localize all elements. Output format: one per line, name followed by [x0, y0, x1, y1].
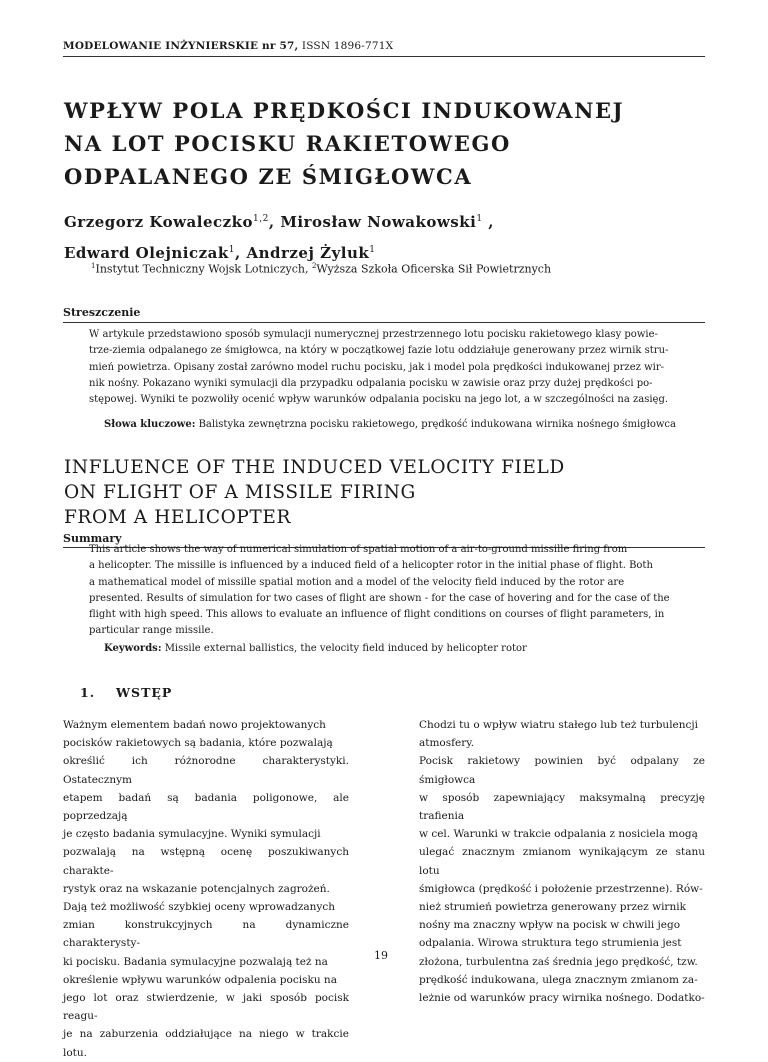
title-en-line: INFLUENCE OF THE INDUCED VELOCITY FIELD	[64, 457, 565, 478]
body-line: określenie wpływu warunków odpalenia pocisku na	[63, 973, 337, 986]
section-number: 1.	[80, 685, 96, 700]
author-affiliation-mark: 1,2	[253, 214, 269, 224]
body-line: rystyk oraz na wskazanie potencjalnych zagrożeń.	[63, 882, 330, 895]
authors	[64, 205, 704, 267]
affiliation-text: Wyższa Szkoła Oficerska Sił Powietrznych	[316, 262, 552, 276]
abstract-pl-rule	[63, 322, 705, 323]
title-en-line: ON FLIGHT OF A MISSILE FIRING	[64, 482, 416, 503]
title-pl-line: WPŁYW POLA PRĘDKOŚCI INDUKOWANEJ	[64, 98, 625, 123]
body-line: odpalania. Wirowa struktura tego strumienia jest	[419, 937, 682, 950]
keywords-en-label: Keywords:	[104, 643, 162, 654]
body-line: złożona, turbulentna zaś średnia jego prędkość, tzw.	[419, 955, 698, 968]
body-line: jego lot oraz stwierdzenie, w jaki sposób pocisk reagu-	[63, 992, 349, 1023]
affiliations	[91, 262, 551, 276]
title-english	[64, 455, 724, 530]
body-line: pocisków rakietowych są badania, które pozwalają	[63, 737, 333, 750]
body-line: prędkość indukowana, ulega znacznym zmianom za-	[419, 973, 698, 986]
body-line: atmosfery.	[419, 737, 475, 750]
abstract-line: stępowej. Wyniki te pozwoliły ocenić wpływ warunków odpalania pocisku na jego lot, a w szczególności na zasięg.	[89, 394, 669, 406]
author-affiliation-mark: 1	[228, 245, 236, 255]
body-line: w sposób zapewniający maksymalną precyzję trafienia	[419, 791, 705, 823]
keywords-pl	[104, 419, 676, 430]
author-name: Mirosław Nowakowski	[280, 213, 477, 231]
header-rule	[63, 56, 705, 57]
body-line: śmigłowca (prędkość i położenie przestrzenne). Rów-	[419, 882, 703, 895]
abstract-line: a mathematical model of missille spatial motion and a model of the velocity field induced by the rotor are	[89, 576, 625, 588]
authors-line-2: Edward Olejniczak$^1$, Andrzej Żyluk$^1$	[64, 244, 376, 262]
section-heading	[80, 685, 172, 700]
authors-line-1: Grzegorz Kowaleczko$^{1,2}$, Mirosław Nowakowski$^1$ ,	[64, 213, 494, 231]
keywords-pl-text: Balistyka zewnętrzna pocisku rakietowego, prędkość indukowana wirnika nośnego śmigłowca	[195, 419, 676, 430]
abstract-line: a helicopter. The missille is influenced by a induced field of a helicopter rotor in the initial phase of flight. Both	[89, 560, 653, 572]
body-line: ulegać znacznym zmianom wynikającym ze stanu lotu	[419, 846, 705, 877]
abstract-pl-body	[89, 327, 705, 408]
journal-name: MODELOWANIE INŻYNIERSKIE nr 57,	[63, 40, 299, 52]
affiliation-mark: 2	[311, 262, 317, 270]
abstract-line: W artykule przedstawiono sposób symulacji numerycznej przestrzennego lotu pocisku rakietowego klasy powie-	[89, 329, 658, 340]
body-line: Dają też możliwość szybkiej oceny wprowadzanych	[63, 901, 335, 914]
keywords-en-text: Missile external ballistics, the velocity field induced by helicopter rotor	[161, 643, 527, 654]
journal-header	[63, 40, 393, 52]
abstract-line: mień powietrza. Opisany został zarówno model ruchu pocisku, jak i model pola prędkości indukowanej przez wir-	[89, 361, 664, 373]
body-line: je na zaburzenia oddziałujące na niego w trakcie lotu.	[63, 1028, 349, 1059]
abstract-en-body	[89, 542, 705, 640]
body-line: leżnie od warunków pracy wirnika nośnego. Dodatko-	[419, 992, 705, 1005]
body-line: je często badania symulacyjne. Wyniki symulacji	[63, 828, 321, 841]
affiliation-mark: 1	[91, 262, 96, 270]
body-line: w cel. Warunki w trakcie odpalania z nosiciela mogą	[419, 828, 698, 841]
keywords-en	[104, 643, 527, 654]
title-en-line: FROM A HELICOPTER	[64, 507, 291, 528]
body-line: Ważnym elementem badań nowo projektowanych	[63, 719, 326, 731]
body-line: Pocisk rakietowy powinien być odpalany ze śmigłowca	[419, 755, 705, 786]
author-name: Grzegorz Kowaleczko	[64, 213, 254, 231]
title-pl-line: ODPALANEGO ZE ŚMIGŁOWCA	[64, 164, 473, 189]
body-line: określić ich różnorodne charakterystyki. Ostatecznym	[63, 755, 349, 786]
author-name: Andrzej Żyluk	[246, 244, 370, 262]
body-line: nież strumień powietrza generowany przez wirnik	[419, 901, 686, 914]
body-line: ki pocisku. Badania symulacyjne pozwalają też na	[63, 955, 328, 968]
author-name: Edward Olejniczak	[64, 244, 229, 262]
title-pl-line: NA LOT POCISKU RAKIETOWEGO	[64, 131, 511, 156]
body-line: nośny ma znaczny wpływ na pocisk w chwili jego	[419, 919, 681, 932]
abstract-line: This article shows the way of numerical simulation of spatial motion of a air-to-ground missille firing from	[89, 544, 628, 555]
affiliation-text: Instytut Techniczny Wojsk Lotniczych,	[95, 262, 312, 276]
body-column-left	[63, 716, 349, 1062]
section-title: WSTĘP	[116, 685, 173, 700]
body-line: Chodzi tu o wpływ wiatru stałego lub też turbulencji	[419, 719, 699, 731]
author-affiliation-mark: 1	[476, 214, 483, 224]
abstract-line: particular range missile.	[89, 625, 214, 637]
abstract-line: trze-ziemia odpalanego ze śmigłowca, na który w początkowej fazie lotu oddziałuje generowany przez wirnik stru-	[89, 345, 669, 357]
body-line: pozwalają na wstępną ocenę poszukiwanych charakte-	[63, 846, 349, 877]
body-line: zmian konstrukcyjnych na dynamiczne charakterysty-	[63, 919, 349, 950]
title-polish	[64, 94, 724, 193]
journal-issn: ISSN 1896-771X	[301, 40, 394, 52]
author-affiliation-mark: 1	[369, 245, 376, 255]
keywords-pl-label: Słowa kluczowe:	[104, 419, 196, 430]
abstract-pl-heading: Streszczenie	[63, 306, 141, 319]
abstract-en-heading: Summary	[63, 532, 122, 545]
abstract-line: nik nośny. Pokazano wyniki symulacji dla przypadku odpalania pocisku w zawisie oraz przy dużej prędkości po-	[89, 377, 653, 389]
abstract-line: presented. Results of simulation for two cases of flight are shown - for the case of hovering and for the case of the	[89, 592, 670, 604]
body-line: etapem badań są badania poligonowe, ale poprzedzają	[63, 791, 349, 823]
page-number: 19	[374, 949, 388, 962]
abstract-line: flight with high speed. This allows to evaluate an influence of flight conditions on courses of flight parameters, in	[89, 609, 665, 621]
body-column-right	[419, 716, 705, 1007]
